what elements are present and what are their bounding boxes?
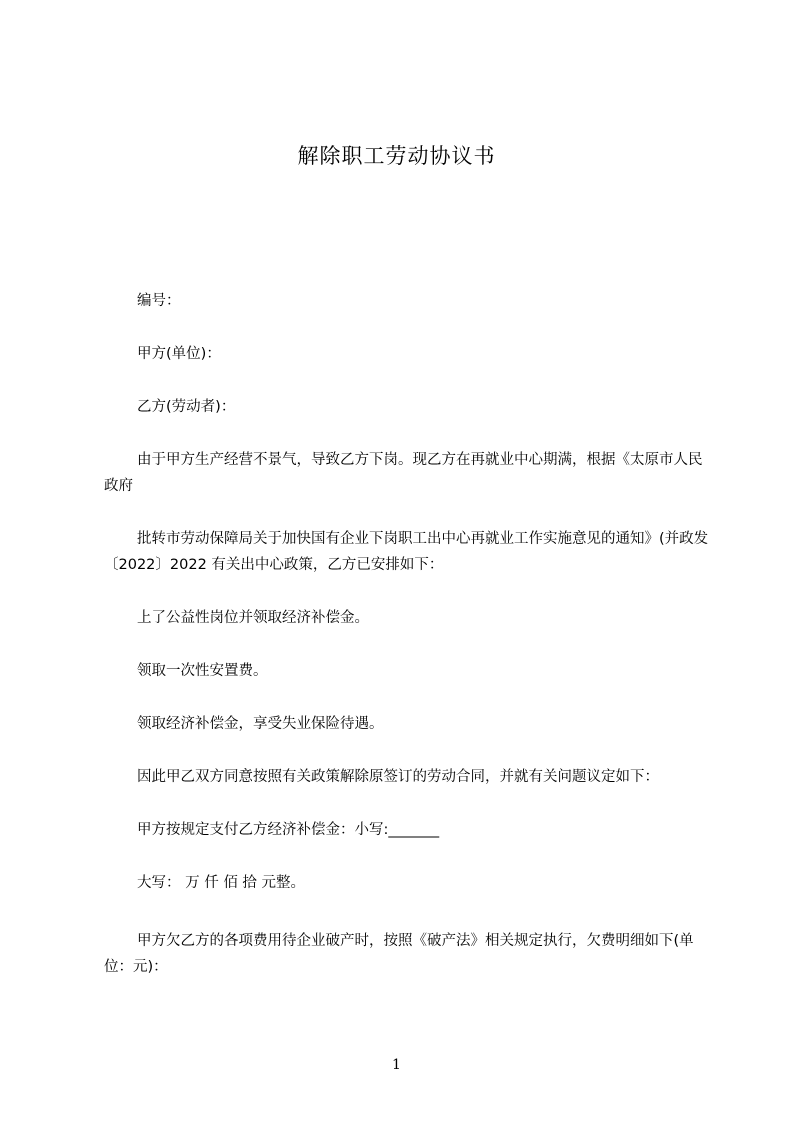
document-title: 解除职工劳动协议书 <box>297 144 496 168</box>
arrangement-option-2: 领取一次性安置费。 <box>137 663 268 679</box>
party-a-line: 甲方(单位)： <box>137 346 221 362</box>
party-b-line: 乙方(劳动者)： <box>137 399 236 415</box>
arrangement-option-1: 上了公益性岗位并领取经济补偿金。 <box>137 610 369 626</box>
arrangement-option-3: 领取经济补偿金，享受失业保险待遇。 <box>137 716 384 732</box>
compensation-uppercase-line: 大写： 万 仟 佰 拾 元整。 <box>137 875 306 891</box>
agreement-intro-paragraph: 因此甲乙双方同意按照有关政策解除原签订的劳动合同，并就有关问题议定如下： <box>137 769 659 785</box>
compensation-lowercase-line: 甲方按规定支付乙方经济补偿金：小写:_______ <box>137 822 440 838</box>
policy-reference-paragraph: 批转市劳动保障局关于加快国有企业下岗职工出中心再就业工作实施意见的通知》(并政发〔2022〕2022 有关出中心政策，乙方已安排如下： <box>104 531 709 573</box>
layoff-reason-paragraph: 由于甲方生产经营不景气，导致乙方下岗。现乙方在再就业中心期满，根据《太原市人民政府 <box>104 452 703 494</box>
page-number: 1 <box>392 1057 401 1073</box>
serial-number-line: 编号： <box>137 293 181 309</box>
arrears-paragraph: 甲方欠乙方的各项费用待企业破产时，按照《破产法》相关规定执行，欠费明细如下(单位：元)： <box>104 933 694 975</box>
